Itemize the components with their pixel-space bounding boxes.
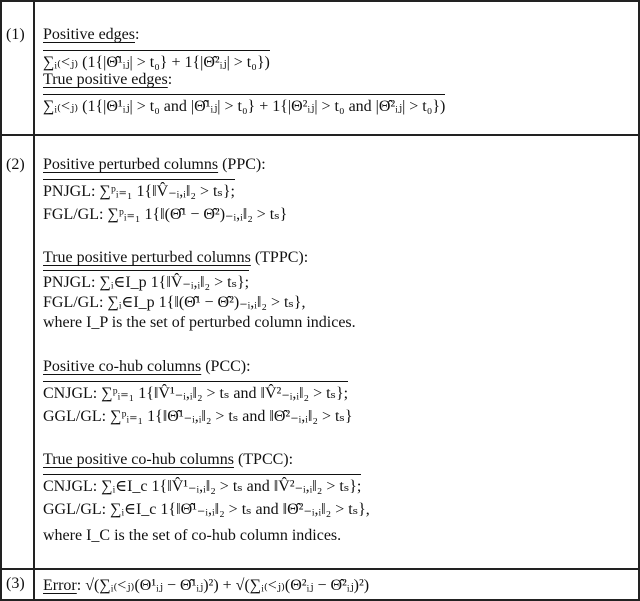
metric-label: True positive co-hub columns (43, 451, 234, 468)
label-line (43, 451, 293, 469)
metric-label: Positive co-hub columns (43, 358, 202, 375)
row-divider (0, 568, 640, 570)
formula: ∑ᵢ₍<ⱼ₎ (1{|Θ̂¹ᵢⱼ| > t₀} + 1{|Θ̂²ᵢⱼ| > t₀}) (43, 50, 270, 72)
formula: CNJGL: ∑ᵖᵢ₌₁ 1{‖V̂¹₋ᵢ,ᵢ‖₂ > tₛ and ‖V̂²₋ᵢ,ᵢ‖₂ > tₛ}; (43, 381, 348, 403)
row-divider (0, 134, 640, 136)
note: where I_C is the set of co-hub column indices. (43, 527, 342, 544)
row-number: (3) (6, 575, 25, 592)
formula: PNJGL: ∑ᵖᵢ₌₁ 1{‖V̂₋ᵢ,ᵢ‖₂ > tₛ}; (43, 179, 235, 201)
label-suffix: : (135, 26, 140, 43)
formula: CNJGL: ∑ᵢ∈I_c 1{‖V̂¹₋ᵢ,ᵢ‖₂ > tₛ and ‖V̂²₋ᵢ,ᵢ‖₂ > tₛ}; (43, 474, 361, 496)
label-line (43, 249, 308, 267)
metric-label: Positive perturbed columns (43, 156, 219, 173)
formula: FGL/GL: ∑ᵢ∈I_p 1{‖(Θ̂¹ − Θ̂²)₋ᵢ,ᵢ‖₂ > tₛ}, (43, 294, 306, 311)
formula: ∑ᵢ₍<ⱼ₎ (1{|Θ¹ᵢⱼ| > t₀ and |Θ̂¹ᵢⱼ| > t₀} + 1{|Θ²ᵢⱼ| > t₀ and |Θ̂²ᵢⱼ| > t₀}) (43, 94, 445, 116)
formula: FGL/GL: ∑ᵖᵢ₌₁ 1{‖(Θ̂¹ − Θ̂²)₋ᵢ,ᵢ‖₂ > tₛ} (43, 206, 288, 223)
label-line (43, 71, 172, 89)
metric-label: True positive perturbed columns (43, 249, 251, 266)
label-line (43, 156, 266, 174)
label-line (43, 358, 251, 376)
formula: GGL/GL: ∑ᵢ∈I_c 1{‖Θ̂¹₋ᵢ,ᵢ‖₂ > tₛ and ‖Θ̂²₋ᵢ,ᵢ‖₂ > tₛ}, (43, 501, 370, 518)
metric-label: Error (43, 577, 77, 594)
row-number: (2) (6, 156, 25, 173)
label-suffix: : (76, 577, 86, 594)
metric-label: True positive edges (43, 71, 168, 88)
formula: √(∑ᵢ₍<ⱼ₎(Θ¹ᵢⱼ − Θ̂¹ᵢⱼ)²) + √(∑ᵢ₍<ⱼ₎(Θ²ᵢⱼ − Θ̂²ᵢⱼ)²) (85, 577, 370, 594)
label-suffix: : (167, 71, 173, 88)
row-number: (1) (6, 26, 25, 43)
label-suffix: (TPPC): (250, 249, 309, 266)
label-suffix: (PCC): (201, 358, 251, 375)
column-divider (33, 0, 35, 600)
formula: PNJGL: ∑ᵢ∈I_p 1{‖V̂₋ᵢ,ᵢ‖₂ > tₛ}; (43, 270, 249, 292)
metric-label: Positive edges (43, 26, 135, 43)
note: where I_P is the set of perturbed column indices. (43, 314, 356, 331)
label-suffix: (PPC): (218, 156, 266, 173)
formula: GGL/GL: ∑ᵖᵢ₌₁ 1{‖Θ̂¹₋ᵢ,ᵢ‖₂ > tₛ and ‖Θ̂²₋ᵢ,ᵢ‖₂ > tₛ} (43, 408, 353, 425)
label-line (43, 26, 139, 44)
label-line (43, 575, 369, 595)
label-suffix: (TPCC): (233, 451, 294, 468)
